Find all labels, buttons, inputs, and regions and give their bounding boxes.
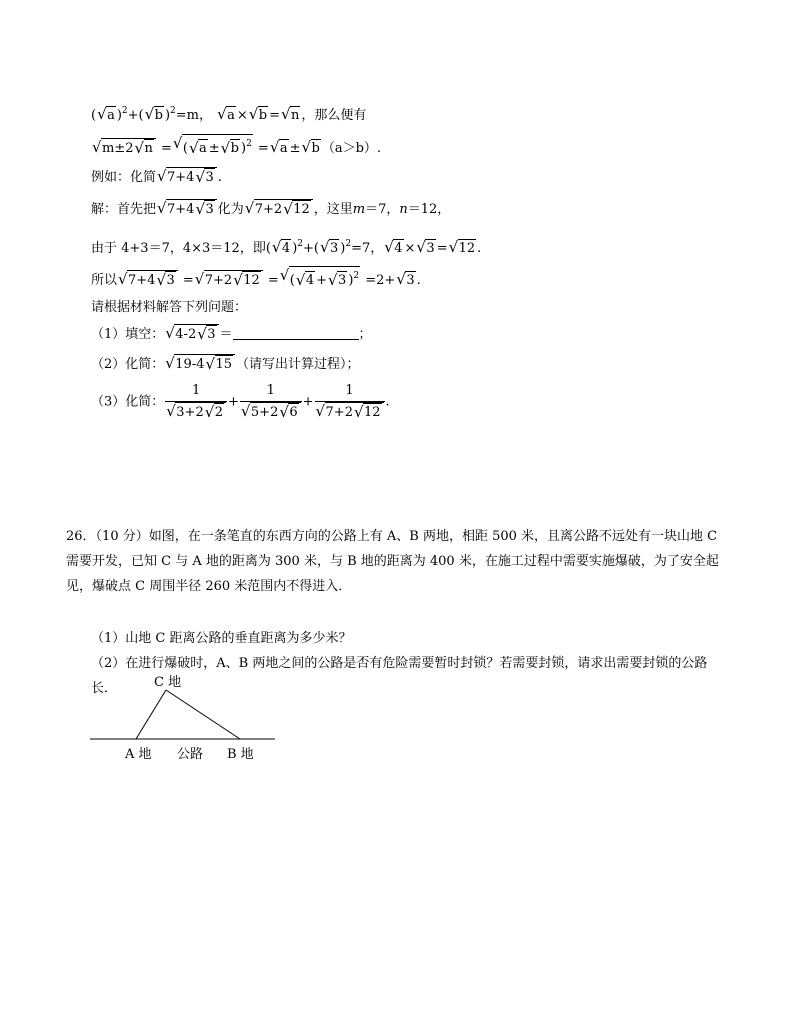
label-c: C 地	[154, 675, 182, 690]
instruction-line: 请根据材料解答下列问题：	[91, 300, 248, 315]
solution-m: m	[352, 202, 366, 217]
problem-26-sub-1: （1）山地 C 距离公路的垂直距离为多少米？	[91, 631, 352, 646]
q1-label: （1）填空：	[91, 327, 165, 342]
solution-tail-3: ＝12，	[407, 202, 451, 217]
solution-n: n	[399, 202, 408, 217]
problem-26-sub-2: （2）在进行爆破时，A、B 两地之间的公路是否有危险需要暂时封锁？若需要封锁，请求出需要封锁的公路长．	[91, 656, 708, 696]
solution-tail-1: ，这里	[313, 202, 353, 217]
question-2: （2）化简： √ 19-4 √ 15 （请写出计算过程）；	[91, 354, 360, 373]
example-line: 例如：化简 √ 7+4 √ 3 .	[91, 167, 222, 186]
solution-prefix: 解：首先把	[91, 202, 157, 217]
q2-note: （请写出计算过程）；	[236, 357, 360, 372]
solution-line: 解：首先把 √ 7+4 √ 3 化为 √ 7+2 √ 12 ，这里m＝7，n＝12，	[91, 199, 451, 218]
example-prefix: 例如：化简	[91, 170, 157, 185]
road-triangle-figure	[88, 670, 288, 770]
solution-tail-2: ＝7，	[365, 202, 400, 217]
q2-label: （2）化简：	[91, 357, 165, 372]
label-b: B 地	[227, 747, 254, 762]
q1-answer-blank[interactable]	[233, 325, 359, 340]
label-road: 公路	[177, 747, 204, 762]
fraction-3: 1 √ 7+2 √ 12	[315, 381, 385, 423]
formula-line-1: ( √ a )$^2$+( √ b )$^2$=m， √ a × √ b = √ n ，那么便有	[91, 105, 367, 123]
problem-26-stem	[66, 524, 726, 599]
q3-label: （3）化简：	[91, 394, 165, 410]
since-prefix: 由于 4+3＝7，4×3＝12，即	[91, 241, 266, 256]
fraction-1: 1 √ 3+2 √ 2	[165, 381, 227, 423]
fraction-2: 1 √ 5+2 √ 6	[240, 381, 302, 423]
segment-cb	[166, 690, 240, 739]
so-line: 所以 √ 7+4 √ 3 = √ 7+2 √ 12 = √ ( √ 4 + √ 3 )$^2$ =2+ √ 3 .	[91, 266, 421, 289]
line1-tail: ，那么便有	[301, 108, 367, 123]
segment-ac	[136, 690, 166, 739]
question-1: （1）填空： √ 4-2 √ 3 ＝ ；	[91, 324, 372, 343]
formula-line-2: √ m±2 √ n = √ ( √ a ± √ b )$^2$ = √ a ± √ b （a＞b）.	[92, 134, 382, 157]
question-3: （3）化简： 1 √ 3+2 √ 2 + 1 √ 5+2 √ 6 + 1 √ 7+2 √ 12 .	[91, 383, 390, 421]
label-a: A 地	[125, 747, 152, 762]
problem-stem-text: 如图，在一条笔直的东西方向的公路上有 A、B 两地，相距 500 米，且离公路不远处有一块山地 C 需要开发，已知 C 与 A 地的距离为 300 米，与 B 地的距离为 400 米，在施工过程中需要实施爆破，为了安全起见，爆破点 C 周围半径 260 米范围内不得进入．	[66, 529, 719, 594]
since-line: 由于 4+3＝7，4×3＝12，即( √ 4 )$^2$+( √ 3 )$^2$=7， √ 4 × √ 3 = √ 12 .	[91, 238, 482, 256]
solution-mid: 化为	[217, 202, 244, 217]
problem-points: （10 分）	[95, 529, 149, 544]
line2-tail: （a＞b）.	[321, 141, 382, 156]
problem-number: 26．	[66, 529, 96, 544]
so-prefix: 所以	[91, 273, 118, 288]
